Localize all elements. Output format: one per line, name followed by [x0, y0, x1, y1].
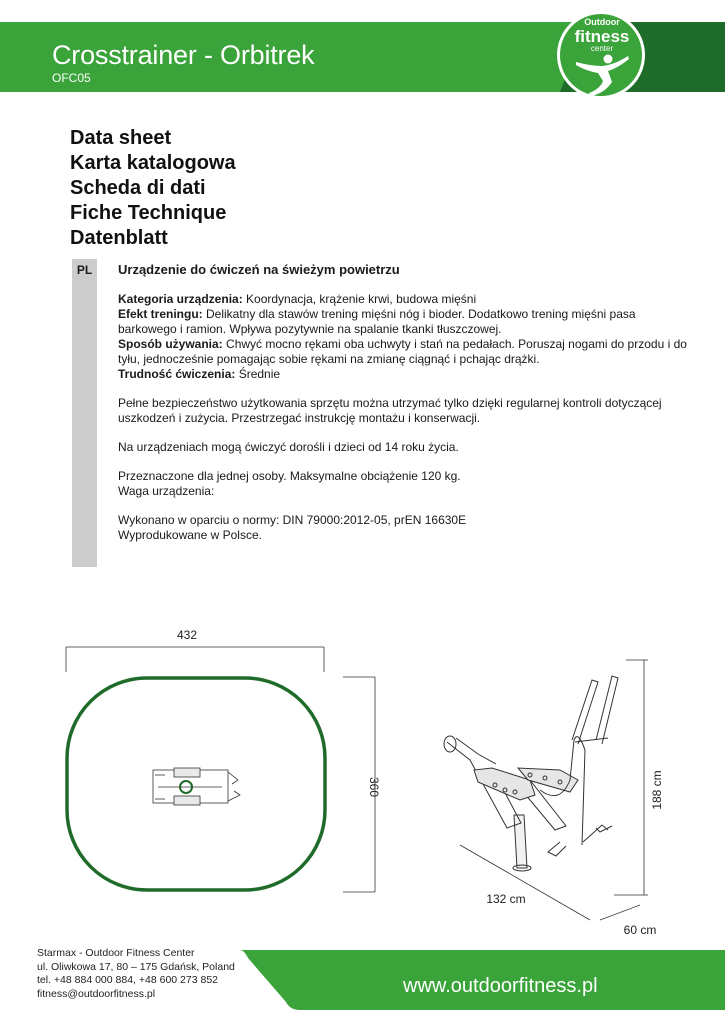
title-fr: Fiche Technique [70, 202, 227, 224]
title-en: Data sheet [70, 127, 172, 149]
company-phone: tel. +48 884 000 884, +48 600 273 852 [37, 974, 218, 986]
company-email[interactable]: fitness@outdoorfitness.pl [37, 987, 156, 1000]
width-label: 60 cm [623, 923, 657, 937]
machine-dimension-lines [460, 660, 648, 920]
category-label: Kategoria urządzenia: [118, 292, 243, 306]
logo-line2: fitness [574, 27, 630, 46]
logo-line3: center [590, 44, 614, 53]
technical-drawing [0, 620, 725, 940]
length-label: 132 cm [486, 892, 526, 906]
website-link[interactable]: www.outdoorfitness.pl [403, 975, 598, 997]
company-address: ul. Oliwkowa 17, 80 – 175 Gdańsk, Poland [37, 960, 235, 973]
company-name: Starmax - Outdoor Fitness Center [37, 947, 195, 959]
difficulty-value: Średnie [235, 367, 281, 381]
made-text: Wyprodukowane w Polsce. [118, 528, 262, 542]
category-value: Koordynacja, krążenie krwi, budowa mięśni [242, 292, 477, 306]
usage-label: Sposób używania: [118, 337, 223, 351]
product-code: OFC05 [52, 71, 91, 85]
usage-value: Chwyć mocno rękami oba uchwyty i stań na pedałach. Poruszaj nogami do przodu i do tyłu, jednocześnie pomagając sobie rękami na zmianę ciągnąć i pchając drążki. [118, 337, 687, 366]
capacity-paragraph [118, 469, 688, 499]
norms-text: Wykonano w oparciu o normy: DIN 79000:2012-05, prEN 16630E [118, 513, 467, 527]
safety-area-outline [67, 678, 325, 890]
capacity-text: Przeznaczone dla jednej osoby. Maksymalne obciążenie 120 kg. [118, 469, 461, 483]
machine-3d-view [444, 676, 618, 871]
language-bar [72, 259, 97, 567]
effect-label: Efekt treningu: [118, 307, 203, 321]
logo-line1: Outdoor [584, 17, 620, 27]
section-subtitle: Urządzenie do ćwiczeń na świeżym powietrzu [118, 262, 400, 277]
language-code: PL [76, 263, 93, 277]
norms-paragraph [118, 513, 688, 543]
difficulty-label: Trudność ćwiczenia: [118, 367, 236, 381]
plan-dimension-lines [66, 647, 375, 892]
height-label: 188 cm [650, 770, 664, 810]
safety-text: Pełne bezpieczeństwo użytkowania sprzętu można utrzymać tylko dzięki regularnej kontroli dotyczącej uszkodzeń i zużycia. Przestrzegać instrukcję montażu i konserwacji. [118, 396, 662, 425]
weight-text: Waga urządzenia: [118, 484, 215, 498]
title-pl: Karta katalogowa [70, 152, 236, 174]
machine-top-view [153, 768, 240, 805]
effect-value: Delikatny dla stawów trening mięśni nóg i bioder. Dodatkowo trening mięśni pasa barkowego i ramion. Wpływa pozytywnie na spalanie tkanki tłuszczowej. [118, 307, 636, 336]
area-width-label: 432 [176, 628, 198, 642]
specs-paragraph [118, 292, 688, 382]
description-pl [118, 262, 688, 557]
fitness-center-logo [556, 10, 646, 100]
product-title: Crosstrainer - Orbitrek [52, 40, 315, 70]
title-it: Scheda di dati [70, 177, 206, 199]
datasheet-titles [70, 126, 236, 251]
contact-info [37, 947, 235, 1001]
title-de: Datenblatt [70, 227, 168, 249]
age-text: Na urządzeniach mogą ćwiczyć dorośli i dzieci od 14 roku życia. [118, 440, 459, 454]
area-depth-label: 360 [367, 776, 381, 798]
